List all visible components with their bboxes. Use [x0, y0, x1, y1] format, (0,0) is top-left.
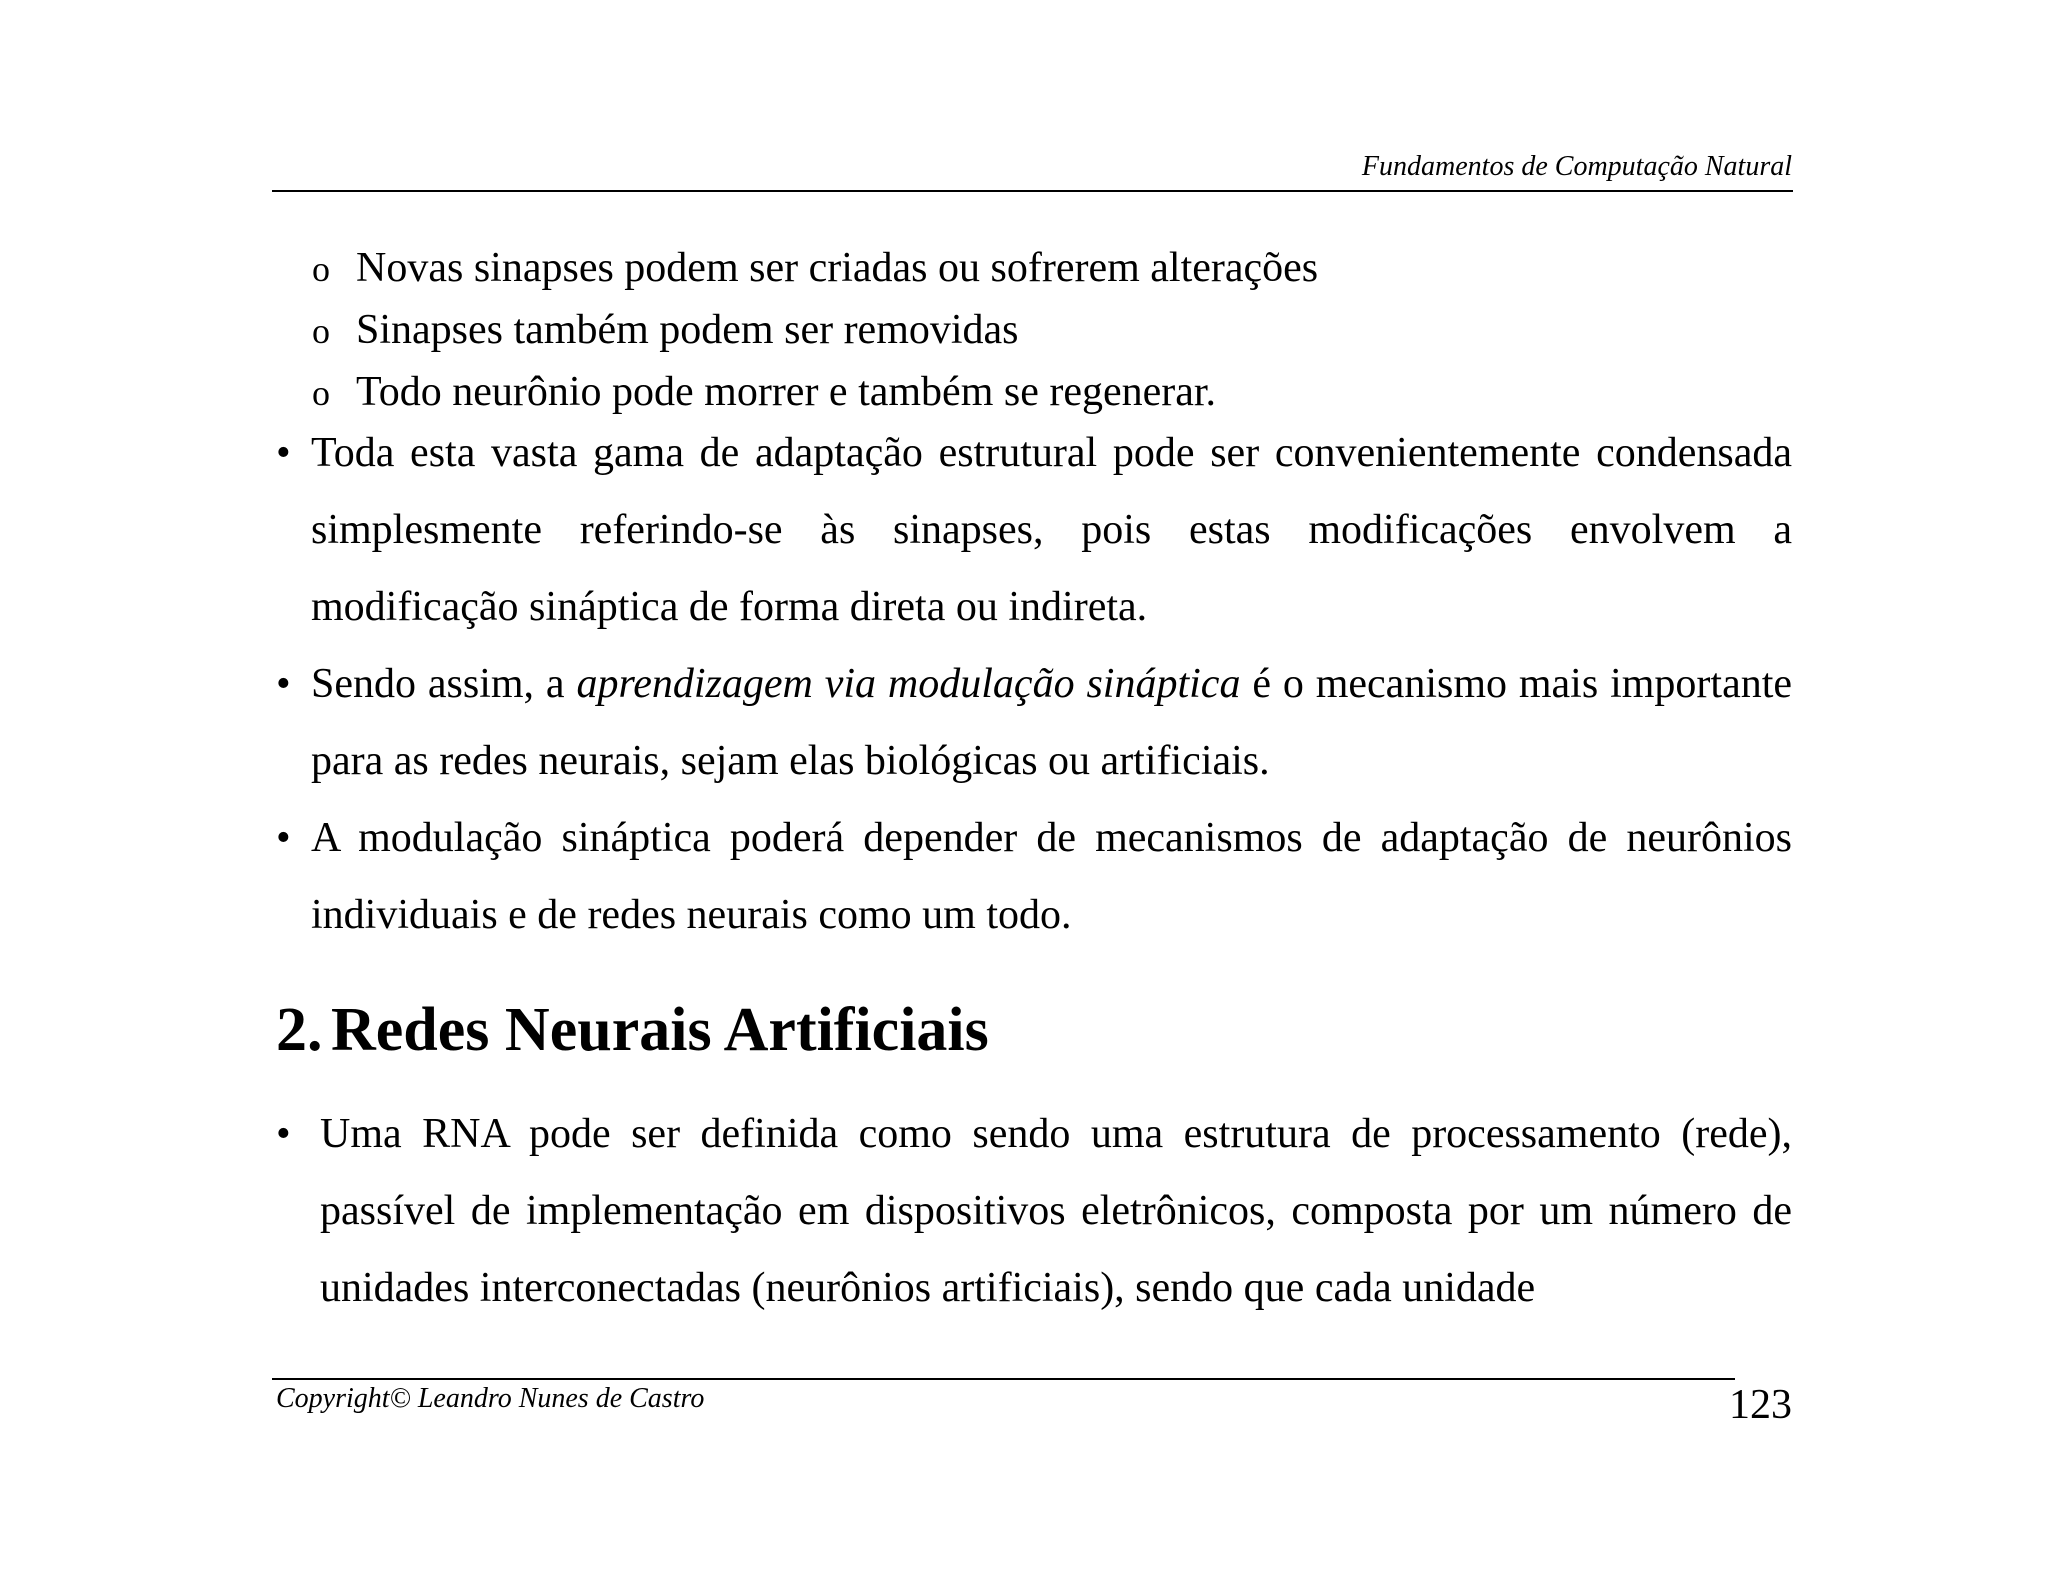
header-rule — [272, 190, 1793, 192]
section-heading — [276, 990, 989, 1070]
section-number: 2. — [276, 996, 323, 1064]
sub-list-item-text: Todo neurônio pode morrer e também se regenerar. — [356, 369, 1217, 415]
sub-list — [312, 238, 1792, 424]
footer-copyright: Copyright© Leandro Nunes de Castro — [276, 1383, 705, 1414]
footer-rule — [272, 1378, 1735, 1380]
circle-bullet-icon: o — [312, 311, 330, 351]
bullet-item — [276, 1096, 1792, 1327]
sub-list-item — [312, 238, 1792, 300]
circle-bullet-icon: o — [312, 373, 330, 413]
running-header: Fundamentos de Computação Natural — [1361, 151, 1792, 182]
bullet-icon: • — [276, 661, 291, 707]
bullet-text-plain: Sendo assim, a — [311, 661, 577, 707]
sub-list-item-text: Novas sinapses podem ser criadas ou sofrerem alterações — [356, 245, 1319, 291]
sub-list-item — [312, 300, 1792, 362]
bullet-text: Uma RNA pode ser definida como sendo uma estrutura de processamento (rede), passível de implementação em dispositivos eletrônicos, composta por um número de unidades interconectadas (neurônios artificiais), sendo que cada unidade — [320, 1111, 1792, 1311]
circle-bullet-icon: o — [312, 249, 330, 289]
bullet-item — [276, 415, 1792, 646]
bullet-icon: • — [276, 430, 291, 476]
bullet-text: Toda esta vasta gama de adaptação estrutural pode ser convenientemente condensada simplesmente referindo-se às sinapses, pois estas modificações envolvem a modificação sináptica de forma direta ou indireta. — [311, 430, 1792, 630]
sub-list-item-text: Sinapses também podem ser removidas — [356, 307, 1019, 353]
page-number: 123 — [1729, 1382, 1792, 1428]
bullet-item — [276, 800, 1792, 954]
section-title: Redes Neurais Artificiais — [331, 996, 989, 1064]
bullet-text — [311, 646, 1792, 800]
bullet-text-emphasis: aprendizagem via modulação sináptica — [576, 661, 1241, 707]
bullet-text-plain: é o mecanismo mais importante para as redes neurais, sejam elas biológicas ou artificiais. — [311, 661, 1793, 784]
bullet-icon: • — [276, 1111, 291, 1157]
bullet-text: A modulação sináptica poderá depender de mecanismos de adaptação de neurônios individuais e de redes neurais como um todo. — [311, 815, 1792, 938]
bullet-item — [276, 646, 1792, 800]
bullet-icon: • — [276, 815, 291, 861]
